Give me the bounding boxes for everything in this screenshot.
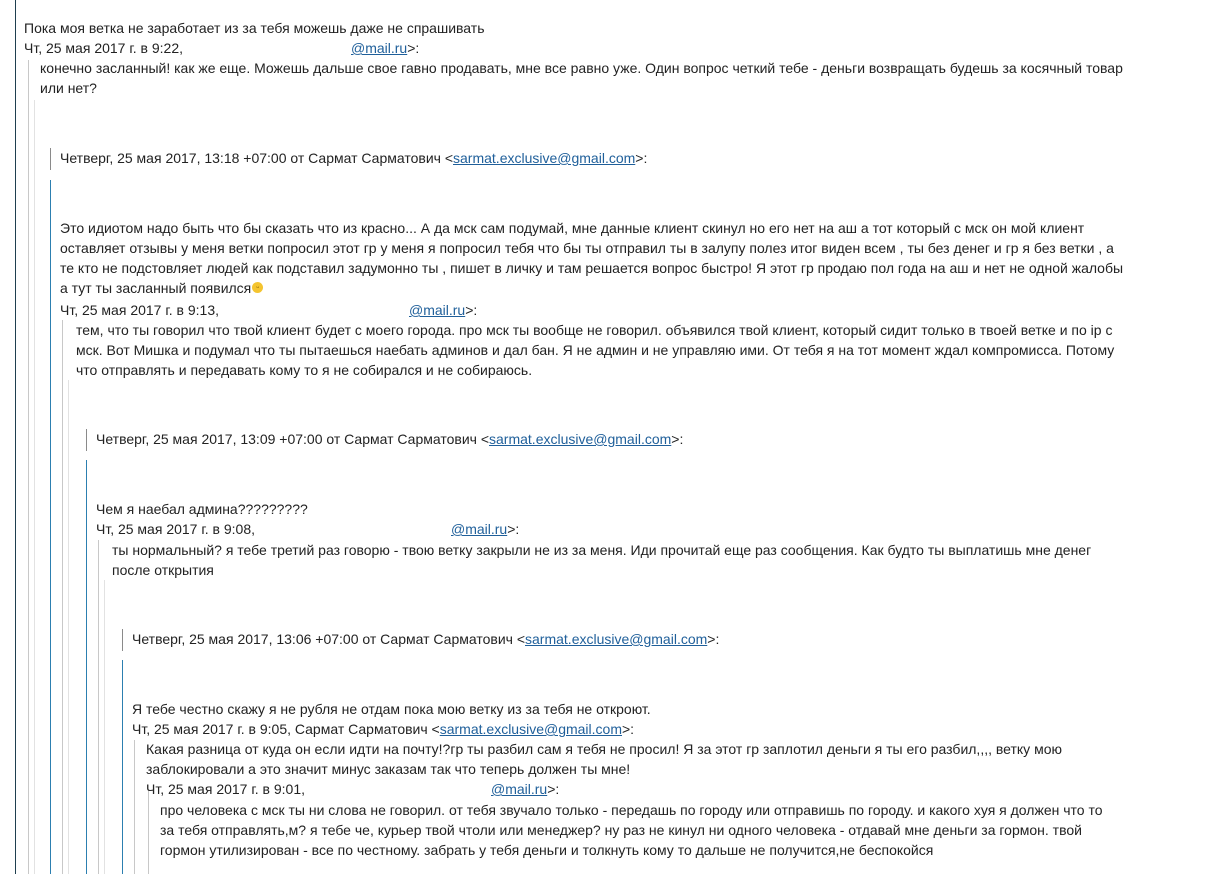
quote-header [132, 719, 634, 739]
message-text: конечно засланный! как же еще. Можешь дальше свое гавно продавать, мне все равно уже. Один вопрос четкий тебе - деньги возвращать будешь за косячный товар [40, 60, 1123, 76]
quote-header-date: Чт, 25 мая 2017 г. в 9:01, [146, 781, 305, 797]
quote-bar [50, 148, 51, 170]
message-text: про человека с мск ты ни слова не говорил. от тебя звучало только - передашь по городу или отправишь по городу. и какого хуя я должен что то [160, 802, 1103, 818]
quote-bar [134, 740, 135, 874]
redacted-name [183, 43, 351, 55]
message-text: оставляет отзывы у меня ветки попросил этот гр у меня я попросил тебя что бы ты отправил ты в залупу полез итог виден всем , ты без денег и гр я без ветки , а [60, 240, 1114, 256]
message-text: мск. Вот Мишка и подумал что ты пытаешься наебать админов и дал бан. Я не админ и не управляю ими. От тебя я на тот момент ждал компромисса. Потому [76, 342, 1115, 358]
message-text: те кто не подстовляет людей как подставил задумонно ты , пишет в личку и там решается вопрос быстро! Я этот гр продаю пол года на аш и нет не одной жалобы [60, 260, 1124, 276]
message-header [132, 629, 719, 649]
quote-bar [86, 460, 87, 874]
quote-header-date: Чт, 25 мая 2017 г. в 9:13, [60, 302, 219, 318]
message-header [96, 429, 683, 449]
message-text: или нет? [40, 80, 97, 96]
quote-header-date: Чт, 25 мая 2017 г. в 9:05, Сармат Сарматович < [132, 721, 440, 737]
message-header-meta: Четверг, 25 мая 2017, 13:09 +07:00 от Сармат Сарматович < [96, 431, 490, 447]
message-header [60, 148, 647, 168]
quote-bar [98, 540, 99, 874]
message-header-suffix: >: [707, 631, 720, 647]
email-link[interactable]: sarmat.exclusive@gmail.com [453, 150, 636, 166]
quote-header-suffix: >: [547, 781, 560, 797]
message-text: Пока моя ветка не заработает из за тебя можешь даже не спрашивать [24, 20, 485, 36]
quote-header [146, 779, 559, 799]
quote-bar [28, 60, 29, 874]
quote-header-suffix: >: [465, 302, 478, 318]
quote-bar [62, 320, 63, 874]
quote-header-suffix: >: [507, 521, 520, 537]
message-text: после открытия [112, 562, 214, 578]
message-header-meta: Четверг, 25 мая 2017, 13:18 +07:00 от Сармат Сарматович < [60, 150, 454, 166]
message-header-suffix: >: [635, 150, 648, 166]
message-text: за тебя отправлять,м? я тебе че, курьер твой чтоли или менеджер? ну раз не кинул ни одного человека - отдавай мне деньги за гормон. твой [160, 822, 1082, 838]
quote-bar [148, 790, 149, 874]
email-link[interactable]: @mail.ru [409, 302, 466, 318]
message-text: Какая разница от куда он если идти на почту!?гр ты разбил сам я тебя не просил! Я за этот гр заплотил деньги я ты его разбил,,,, ветку мою [146, 741, 1062, 757]
quote-bar [122, 660, 123, 874]
quote-header-suffix: >: [622, 721, 635, 737]
email-link[interactable]: @mail.ru [491, 781, 548, 797]
message-text: Это идиотом надо быть что бы сказать что из красно... А да мск сам подумай, мне данные клиент скинул но его нет на аш а тот который с мск он мой клиент [60, 220, 1085, 236]
email-link[interactable]: sarmat.exclusive@gmail.com [439, 721, 622, 737]
message-text [60, 278, 263, 298]
email-link[interactable]: sarmat.exclusive@gmail.com [489, 431, 672, 447]
quote-bar [104, 580, 105, 874]
message-text: заблокировали а это значит минус заказам так что теперь должен ты мне! [146, 761, 631, 777]
message-text: Я тебе честно скажу я не рубля не отдам пока мою ветку из за тебя не откроют. [132, 701, 651, 717]
quote-bar [86, 429, 87, 451]
email-link[interactable]: sarmat.exclusive@gmail.com [525, 631, 708, 647]
message-text: что отправлять и передавать кому то я не собирался и не собираюсь. [76, 362, 533, 378]
redacted-name [305, 784, 491, 796]
message-text: гормон утилизирован - все по честному. забрать у тебя деньги и толкнуть кому то дальше не получится,не беспокойся [160, 842, 934, 858]
quote-header [96, 519, 519, 539]
quote-bar [68, 380, 69, 874]
email-link[interactable]: @mail.ru [451, 521, 508, 537]
quote-header [24, 38, 419, 58]
quote-bar [34, 100, 35, 874]
quote-bar [122, 629, 123, 651]
quote-header [60, 300, 477, 320]
quote-header-date: Чт, 25 мая 2017 г. в 9:22, [24, 40, 183, 56]
redacted-name [219, 305, 409, 317]
message-text: тем, что ты говорил что твой клиент будет с моего города. про мск ты вообще не говорил. объявился твой клиент, который сидит только в твоей ветке и по ip с [76, 322, 1113, 338]
message-text: ты нормальный? я тебе третий раз говорю - твою ветку закрыли не из за меня. Иди прочитай еще раз сообщения. Как будто ты выплатишь мне денег [112, 542, 1092, 558]
message-header-meta: Четверг, 25 мая 2017, 13:06 +07:00 от Сармат Сарматович < [132, 631, 526, 647]
quote-bar [15, 0, 16, 874]
message-header-suffix: >: [671, 431, 684, 447]
quote-bar [50, 180, 51, 874]
message-text: Чем я наебал админа????????? [96, 501, 308, 517]
message-text-part: а тут ты засланный появился [60, 280, 252, 296]
grinning-face-icon: ᵕ [252, 282, 263, 293]
redacted-name [255, 524, 451, 536]
quote-header-date: Чт, 25 мая 2017 г. в 9:08, [96, 521, 255, 537]
quote-header-suffix: >: [407, 40, 420, 56]
email-link[interactable]: @mail.ru [351, 40, 408, 56]
